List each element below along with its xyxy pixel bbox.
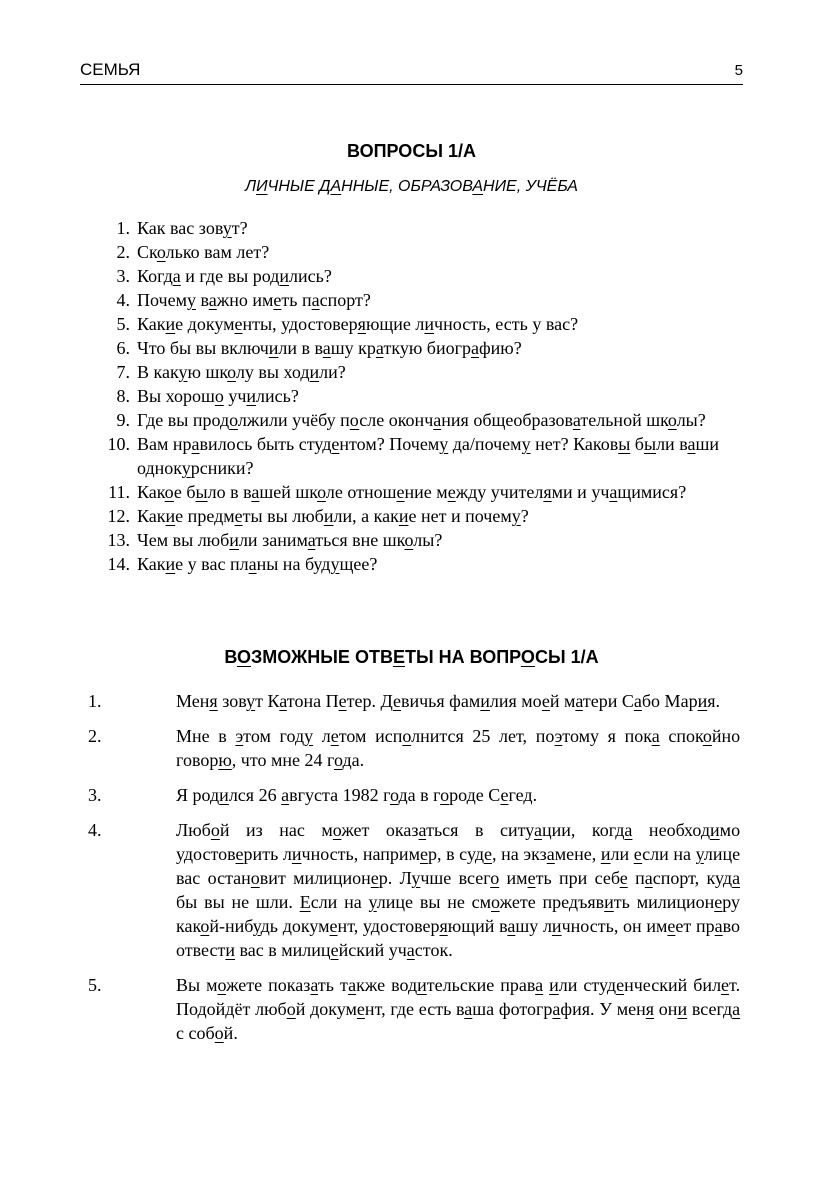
stress-mark: е <box>527 868 536 888</box>
stress-mark: и <box>225 940 235 960</box>
stress-mark: а <box>644 868 653 888</box>
page-number: 5 <box>734 62 743 79</box>
stress-mark: е <box>616 975 625 995</box>
stress-mark: у <box>252 916 261 936</box>
item-text: В какую школу вы ходили? <box>137 362 346 382</box>
question-item <box>100 240 740 264</box>
stress-mark: я <box>209 691 218 711</box>
stress-mark: е <box>356 999 365 1019</box>
question-item <box>100 336 740 360</box>
stress-mark: и <box>279 266 289 286</box>
chapter-title: СЕМЬЯ <box>80 60 141 79</box>
stress-mark: а <box>418 820 427 840</box>
stress-mark: а <box>533 820 542 840</box>
stress-mark: у <box>411 868 421 888</box>
questions-list <box>100 216 740 576</box>
item-number: 2. <box>116 242 130 262</box>
stress-mark: о <box>164 482 174 502</box>
stress-mark: и <box>677 999 688 1019</box>
stress-mark: е <box>331 434 340 454</box>
answer-item <box>88 818 740 962</box>
stress-mark: а <box>552 999 561 1019</box>
answers-list <box>88 689 740 1056</box>
item-text: Вам нравилось быть студентом? Почему да/почему нет? Каковы были ваши однокурсники? <box>137 434 719 478</box>
stress-mark: е <box>370 868 379 888</box>
stress-mark: а <box>687 434 696 454</box>
questions-heading: ВОПРОСЫ 1/А <box>347 141 476 161</box>
item-text: Где вы продолжили учёбу после окончания общеобразовательной школы? <box>137 410 706 430</box>
stress-mark: е <box>619 868 628 888</box>
item-text: Как вас зовут? <box>137 218 248 238</box>
question-item <box>100 312 740 336</box>
stress-mark: о <box>440 785 450 805</box>
stress-mark: и <box>291 844 302 864</box>
stress-mark: о <box>286 999 296 1019</box>
item-text: Сколько вам лет? <box>137 242 270 262</box>
stress-mark: а <box>633 691 642 711</box>
stress-mark: и <box>229 530 239 550</box>
stress-mark: а <box>307 530 316 550</box>
item-text: Какие предметы вы любили, а какие нет и почему? <box>137 506 529 526</box>
stress-mark: А <box>330 178 342 195</box>
stress-mark: и <box>165 314 176 334</box>
question-item <box>100 264 740 288</box>
answer-item <box>88 689 740 713</box>
stress-mark: о <box>390 785 399 805</box>
stress-mark: е <box>419 844 428 864</box>
stress-mark: у <box>222 218 232 238</box>
stress-mark: а <box>375 338 384 358</box>
stress-mark: а <box>406 940 415 960</box>
stress-mark: е <box>714 892 723 912</box>
stress-mark: О <box>236 647 251 667</box>
item-text: Вы можете показать также водительские права или студенческий билет. Подойдёт любой документ, где есть ваша фотография. У меня они всегда с собой. <box>176 975 741 1043</box>
item-text: Чем вы любили заниматься вне школы? <box>137 530 443 550</box>
item-number: 12. <box>107 506 130 526</box>
stress-mark: а <box>546 844 555 864</box>
stress-mark: и <box>268 338 279 358</box>
item-number: 3. <box>88 785 102 805</box>
stress-mark: и <box>424 314 435 334</box>
stress-mark: я <box>357 314 366 334</box>
stress-mark: е <box>500 785 509 805</box>
stress-mark: у <box>178 362 188 382</box>
stress-mark: о <box>332 820 342 840</box>
stress-mark: а <box>208 290 217 310</box>
item-number: 1. <box>116 218 130 238</box>
stress-mark: а <box>281 785 290 805</box>
stress-mark: а <box>624 820 633 840</box>
question-item <box>100 360 740 384</box>
stress-mark: е <box>667 916 676 936</box>
stress-mark: а <box>248 554 257 574</box>
stress-mark: у <box>246 691 256 711</box>
item-text: Какое было в вашей школе отношение между учителями и учащимися? <box>137 482 687 502</box>
stress-mark: а <box>464 999 473 1019</box>
stress-mark: а <box>172 266 181 286</box>
stress-mark: е <box>330 940 339 960</box>
item-number: 2. <box>88 726 102 746</box>
stress-mark: и <box>697 691 708 711</box>
question-item <box>100 216 740 240</box>
item-text: Какие документы, удостоверяющие личность, есть у вас? <box>137 314 579 334</box>
question-item <box>100 504 740 528</box>
stress-mark: у <box>439 434 449 454</box>
stress-mark: а <box>311 290 320 310</box>
item-number: 3. <box>116 266 130 286</box>
stress-mark: о <box>404 530 414 550</box>
stress-mark: а <box>279 691 287 711</box>
stress-mark: а <box>732 999 741 1019</box>
stress-mark: е <box>447 482 456 502</box>
stress-mark: у <box>304 726 314 746</box>
stress-mark: у <box>368 892 377 912</box>
stress-mark: О <box>520 647 535 667</box>
stress-mark: а <box>251 482 260 502</box>
stress-mark: о <box>227 362 236 382</box>
stress-mark: е <box>541 691 550 711</box>
question-item <box>100 384 740 408</box>
stress-mark: у <box>521 434 531 454</box>
item-text: Почему важно иметь паспорт? <box>137 290 371 310</box>
stress-mark: о <box>217 975 227 995</box>
stress-mark: у <box>511 506 521 526</box>
item-number: 8. <box>116 386 130 406</box>
item-text: Что бы вы включили в вашу краткую биографию? <box>137 338 522 358</box>
stress-mark: а <box>535 975 544 995</box>
stress-mark: о <box>200 916 210 936</box>
stress-mark: о <box>490 868 500 888</box>
item-text: Какие у вас планы на будущее? <box>137 554 378 574</box>
stress-mark: э <box>554 726 563 746</box>
stress-mark: я <box>645 999 655 1019</box>
stress-mark: и <box>398 506 409 526</box>
stress-mark: ы <box>643 434 657 454</box>
stress-mark: А <box>472 178 484 195</box>
stress-mark: е <box>483 844 492 864</box>
question-item <box>100 552 740 576</box>
stress-mark: а <box>310 975 318 995</box>
stress-mark: и <box>551 916 562 936</box>
stress-mark: а <box>572 410 581 430</box>
stress-mark: а <box>191 434 200 454</box>
stress-mark: и <box>549 975 559 995</box>
stress-mark: е <box>633 844 643 864</box>
item-number: 5. <box>88 975 102 995</box>
stress-mark: о <box>156 242 166 262</box>
answer-item <box>88 973 740 1045</box>
running-header <box>80 58 743 85</box>
answers-heading: ВОЗМОЖНЫЕ ОТВЕТЫ НА ВОПРОСЫ 1/А <box>224 647 599 667</box>
stress-mark: и <box>480 691 490 711</box>
stress-mark: и <box>710 820 720 840</box>
stress-mark: а <box>714 916 723 936</box>
question-item <box>100 408 740 432</box>
stress-mark: е <box>234 314 243 334</box>
stress-mark: о <box>317 482 326 502</box>
stress-mark: е <box>392 691 401 711</box>
stress-mark: а <box>348 975 357 995</box>
stress-mark: о <box>210 820 220 840</box>
stress-mark: а <box>609 482 618 502</box>
questions-subheading: ЛИЧНЫЕ ДАННЫЕ, ОБРАЗОВАНИЕ, УЧЁБА <box>245 178 578 195</box>
stress-mark: ю <box>218 750 232 770</box>
stress-mark: ы <box>195 482 208 502</box>
item-number: 9. <box>116 410 130 430</box>
item-number: 7. <box>116 362 130 382</box>
answer-item <box>88 783 740 807</box>
stress-mark: э <box>235 726 244 746</box>
item-number: 1. <box>88 691 102 711</box>
stress-mark: е <box>273 290 282 310</box>
stress-mark: о <box>229 410 238 430</box>
item-number: 10. <box>107 434 130 454</box>
stress-mark: о <box>491 892 500 912</box>
stress-mark: о <box>214 386 224 406</box>
question-item <box>100 528 740 552</box>
item-number: 4. <box>116 290 130 310</box>
stress-mark: и <box>417 975 427 995</box>
stress-mark: и <box>165 506 176 526</box>
stress-mark: у <box>187 290 196 310</box>
stress-mark: Е <box>299 892 311 912</box>
stress-mark: и <box>219 785 229 805</box>
stress-mark: е <box>721 975 730 995</box>
item-text: Любой из нас может оказаться в ситуации, когда необходимо удостоверить личность, например, в суде, на экзамене, или если на улице вас остановит милиционер. Лучше всего иметь при себе паспорт, куда бы вы не шли. Если на улице вы не сможете предъявить милиционеру какой-нибудь документ, удостоверяющий вашу личность, он имеет право отвести вас в милицейский участок. <box>176 820 741 960</box>
stress-mark: а <box>575 691 583 711</box>
stress-mark: а <box>470 338 479 358</box>
question-item <box>100 288 740 312</box>
stress-mark: о <box>250 868 260 888</box>
stress-mark: и <box>246 386 257 406</box>
stress-mark: и <box>323 506 334 526</box>
stress-mark: а <box>322 338 331 358</box>
item-number: 14. <box>107 554 130 574</box>
stress-mark: а <box>732 868 741 888</box>
stress-mark: ы <box>618 434 631 454</box>
stress-mark: о <box>667 410 677 430</box>
stress-mark: е <box>330 726 339 746</box>
stress-mark: я <box>543 482 552 502</box>
item-number: 13. <box>107 530 130 550</box>
stress-mark: у <box>330 554 340 574</box>
question-item <box>100 480 740 504</box>
item-number: 5. <box>116 314 130 334</box>
stress-mark: о <box>702 726 712 746</box>
stress-mark: о <box>402 726 412 746</box>
stress-mark: и <box>309 362 320 382</box>
item-text: Мне в этом году летом исполнится 25 лет, поэтому я пока спокойно говорю, что мне 24 года. <box>176 726 741 770</box>
stress-mark: а <box>651 726 660 746</box>
item-number: 11. <box>108 482 130 502</box>
stress-mark: е <box>338 691 347 711</box>
stress-mark: о <box>214 1023 224 1043</box>
stress-mark: я <box>439 916 448 936</box>
stress-mark: е <box>329 916 338 936</box>
item-number: 4. <box>88 820 102 840</box>
answer-item <box>88 724 740 772</box>
stress-mark: и <box>604 892 614 912</box>
stress-mark: е <box>234 506 243 526</box>
item-text: Меня зовут Катона Петер. Девичья фамилия моей матери Сабо Мария. <box>176 691 720 711</box>
stress-mark: И <box>256 178 268 195</box>
stress-mark: о <box>349 410 360 430</box>
stress-mark: а <box>507 916 516 936</box>
stress-mark: у <box>695 844 704 864</box>
question-item <box>100 432 740 480</box>
stress-mark: и <box>600 844 611 864</box>
item-text: Когда и где вы родились? <box>137 266 332 286</box>
stress-mark: Е <box>392 647 405 667</box>
stress-mark: у <box>181 458 191 478</box>
stress-mark: е <box>396 482 405 502</box>
item-text: Вы хорошо учились? <box>137 386 299 406</box>
stress-mark: а <box>433 410 442 430</box>
item-text: Я родился 26 августа 1982 года в городе Сегед. <box>176 785 538 805</box>
stress-mark: е <box>235 844 244 864</box>
stress-mark: о <box>333 750 343 770</box>
item-number: 6. <box>116 338 130 358</box>
stress-mark: и <box>165 554 176 574</box>
